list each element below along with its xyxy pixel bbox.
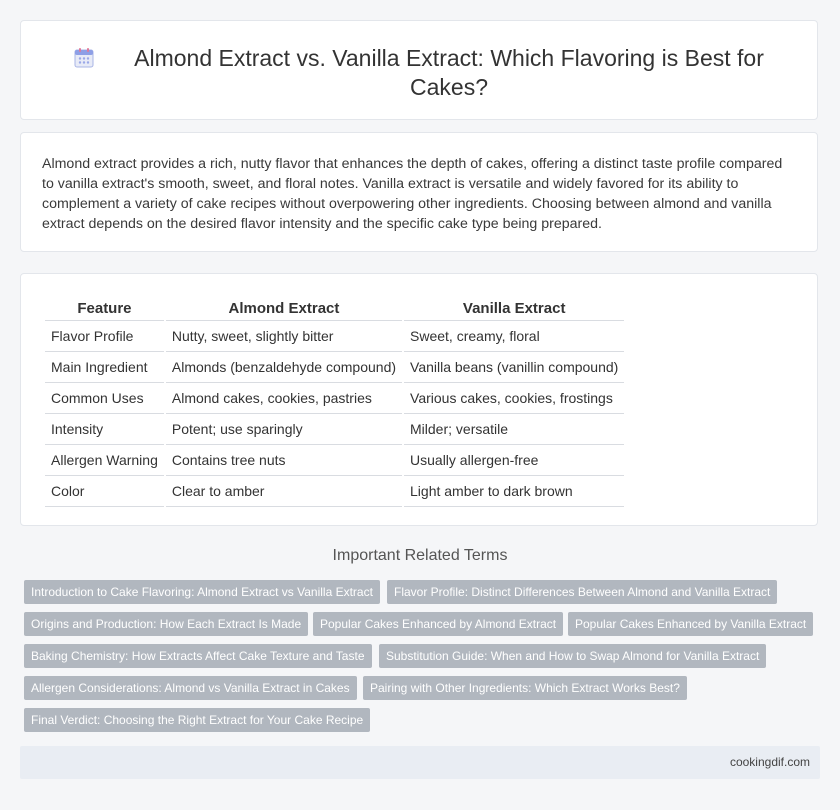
table-row xyxy=(45,383,624,414)
related-terms-heading: Important Related Terms xyxy=(332,547,508,564)
intro-card xyxy=(20,132,818,252)
header-card xyxy=(20,20,818,120)
related-term-tag[interactable]: Popular Cakes Enhanced by Almond Extract xyxy=(313,612,563,636)
table-cell: Almond cakes, cookies, pastries xyxy=(166,383,402,414)
related-term-tag[interactable]: Baking Chemistry: How Extracts Affect Cake Texture and Taste xyxy=(24,644,372,668)
related-term-tag[interactable]: Pairing with Other Ingredients: Which Extract Works Best? xyxy=(363,676,687,700)
footer xyxy=(20,746,820,779)
page-title: Almond Extract vs. Vanilla Extract: Which Flavoring is Best for Cakes? xyxy=(134,45,764,100)
table-cell: Light amber to dark brown xyxy=(404,476,624,507)
comparison-table xyxy=(43,296,626,507)
table-row xyxy=(45,445,624,476)
related-term-tag[interactable]: Origins and Production: How Each Extract Is Made xyxy=(24,612,308,636)
related-term-tag[interactable]: Flavor Profile: Distinct Differences Between Almond and Vanilla Extract xyxy=(387,580,777,604)
header-vanilla: Vanilla Extract xyxy=(404,296,624,321)
table-cell: Flavor Profile xyxy=(45,321,164,352)
table-cell: Nutty, sweet, slightly bitter xyxy=(166,321,402,352)
table-cell: Vanilla beans (vanillin compound) xyxy=(404,352,624,383)
table-cell: Allergen Warning xyxy=(45,445,164,476)
comparison-card xyxy=(20,273,818,526)
table-cell: Color xyxy=(45,476,164,507)
table-cell: Main Ingredient xyxy=(45,352,164,383)
table-cell: Intensity xyxy=(45,414,164,445)
table-cell: Almonds (benzaldehyde compound) xyxy=(166,352,402,383)
table-cell: Common Uses xyxy=(45,383,164,414)
table-row xyxy=(45,476,624,507)
related-term-tag[interactable]: Final Verdict: Choosing the Right Extract for Your Cake Recipe xyxy=(24,708,370,732)
related-term-tag[interactable]: Substitution Guide: When and How to Swap Almond for Vanilla Extract xyxy=(379,644,766,668)
header-feature: Feature xyxy=(45,296,164,321)
table-cell: Contains tree nuts xyxy=(166,445,402,476)
table-cell: Usually allergen-free xyxy=(404,445,624,476)
header-almond: Almond Extract xyxy=(166,296,402,321)
intro-text: Almond extract provides a rich, nutty flavor that enhances the depth of cakes, offering a distinct taste profile compared to vanilla extract's smooth, sweet, and floral notes. Vanilla extract is versatile and widely favored for its ability to complement a variety of cake recipes without overpowering other ingredients. Choosing between almond and vanilla extract depends on the desired flavor intensity and the specific cake type being prepared. xyxy=(42,156,783,232)
related-term-tag[interactable]: Introduction to Cake Flavoring: Almond Extract vs Vanilla Extract xyxy=(24,580,380,604)
table-cell: Clear to amber xyxy=(166,476,402,507)
table-cell: Potent; use sparingly xyxy=(166,414,402,445)
footer-site-link[interactable]: cookingdif.com xyxy=(729,755,810,769)
table-header-row xyxy=(45,296,624,321)
table-row xyxy=(45,352,624,383)
table-cell: Sweet, creamy, floral xyxy=(404,321,624,352)
table-row xyxy=(45,414,624,445)
related-term-tag[interactable]: Allergen Considerations: Almond vs Vanilla Extract in Cakes xyxy=(24,676,357,700)
related-term-tag[interactable]: Popular Cakes Enhanced by Vanilla Extract xyxy=(568,612,813,636)
table-row xyxy=(45,321,624,352)
table-cell: Various cakes, cookies, frostings xyxy=(404,383,624,414)
table-cell: Milder; versatile xyxy=(404,414,624,445)
